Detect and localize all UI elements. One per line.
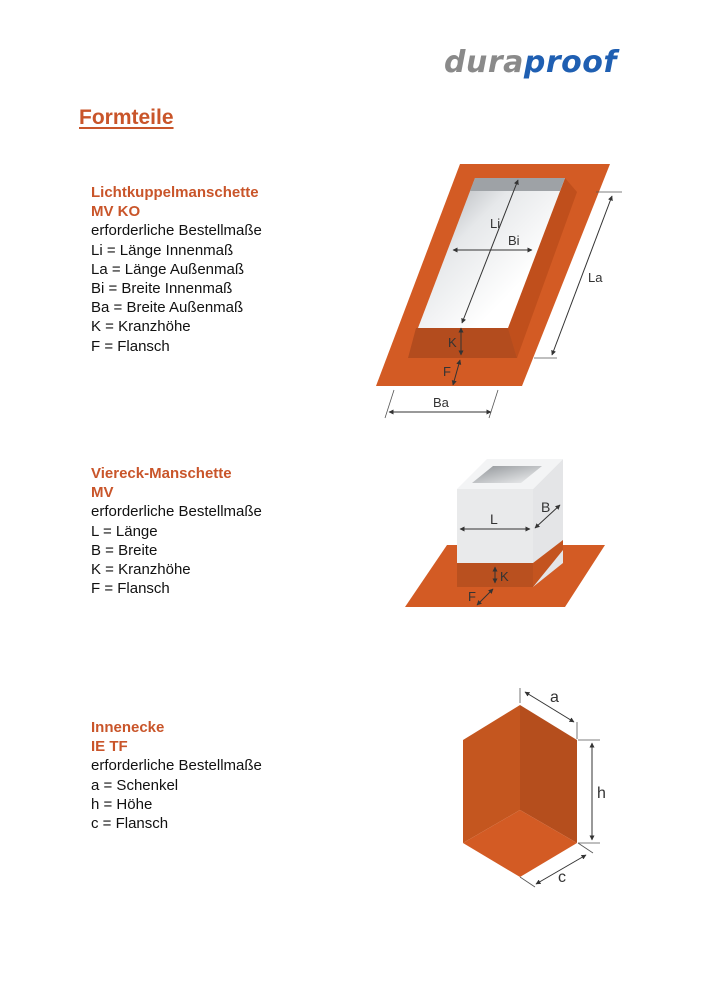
spec-item: K = Kranzhöhe — [91, 561, 191, 579]
spec-item: L = Länge — [91, 522, 158, 540]
spec-item: K = Kranzhöhe — [91, 318, 191, 336]
spec-item: B = Breite — [91, 541, 158, 559]
section-code: IE TF — [91, 738, 128, 756]
viereck-manschette-diagram — [390, 450, 620, 620]
logo-dura: dura — [444, 45, 524, 80]
duraproof-logo — [444, 45, 617, 80]
label-ba: Ba — [433, 395, 449, 410]
section-name: Lichtkuppelmanschette — [91, 184, 259, 201]
label-k: K — [448, 335, 457, 350]
label-h: h — [597, 785, 606, 802]
spec-item: c = Flansch — [91, 815, 169, 833]
section-subtitle: erforderliche Bestellmaße — [91, 222, 262, 240]
lichtkuppelmanschette-diagram — [360, 150, 640, 430]
page-title: Formteile — [79, 106, 174, 129]
spec-item: F = Flansch — [91, 580, 170, 598]
spec-item: Bi = Breite Innenmaß — [91, 280, 233, 298]
label-f: F — [468, 589, 476, 604]
spec-item: Ba = Breite Außenmaß — [91, 299, 244, 317]
spec-item: h = Höhe — [91, 795, 153, 813]
label-a: a — [550, 689, 559, 706]
section-code: MV — [91, 484, 114, 502]
spec-item: F = Flansch — [91, 337, 170, 355]
logo-proof: proof — [523, 45, 617, 80]
label-b: B — [541, 499, 551, 515]
label-c: c — [558, 869, 566, 886]
label-bi: Bi — [508, 233, 520, 248]
section-innenecke — [91, 718, 262, 833]
section-viereck-manschette — [91, 464, 262, 598]
spec-item: La = Länge Außenmaß — [91, 260, 245, 278]
section-subtitle: erforderliche Bestellmaße — [91, 757, 262, 775]
section-code: MV KO — [91, 203, 141, 221]
label-f: F — [443, 364, 451, 379]
section-subtitle: erforderliche Bestellmaße — [91, 503, 262, 521]
label-k: K — [500, 569, 509, 584]
section-name: Innenecke — [91, 719, 165, 736]
section-name: Viereck-Manschette — [91, 465, 232, 482]
label-l: L — [490, 511, 498, 527]
section-lichtkuppelmanschette — [91, 183, 262, 356]
label-la: La — [588, 270, 603, 285]
innenecke-diagram — [440, 675, 630, 905]
spec-item: a = Schenkel — [91, 776, 179, 794]
spec-item: Li = Länge Innenmaß — [91, 241, 234, 259]
label-li: Li — [490, 216, 501, 231]
